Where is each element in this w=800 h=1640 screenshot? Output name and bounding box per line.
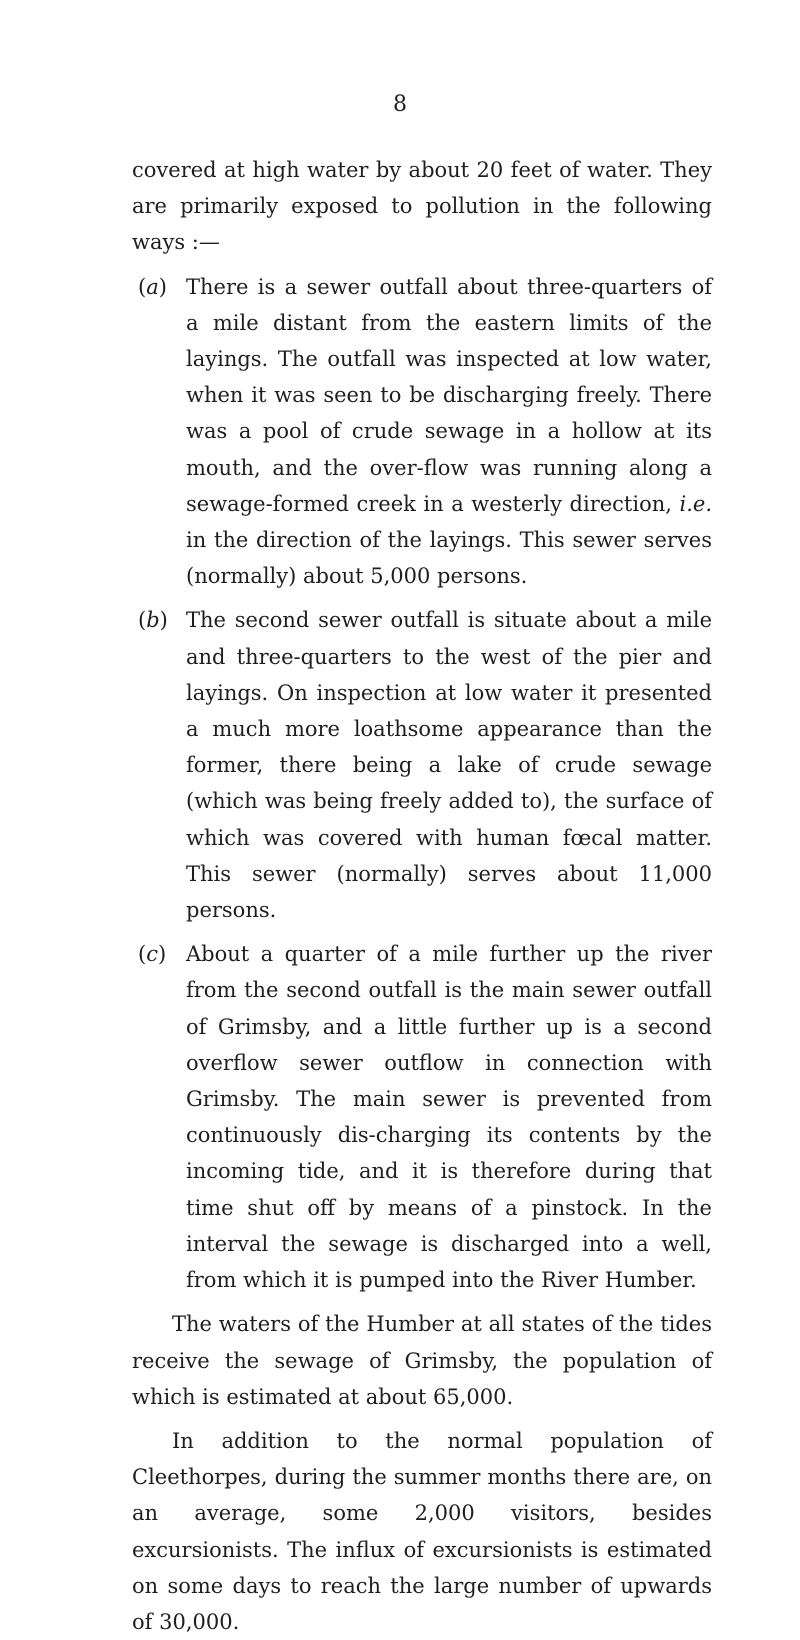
list-marker-b: (b) <box>138 608 168 633</box>
intro-paragraph: covered at high water by about 20 feet of water. They are primarily exposed to pollution in the following ways :— <box>132 158 712 255</box>
page-number: 8 <box>393 92 407 117</box>
list-item-text: About a quarter of a mile further up the river from the second outfall is the main sewer outfall of Grimsby, and a little further up is a second overflow sewer outflow in connection with Grimsby. The main sewer is prevented from continuously dis-charging its contents by the incoming tide, and it is therefore during that time shut off by means of a pinstock. In the interval the sewage is discharged into a well, from which it is pumped into the River Humber. <box>186 942 712 1293</box>
body-text <box>132 152 712 1640</box>
list-item-a <box>132 269 712 595</box>
list-marker-c: (c) <box>138 942 167 967</box>
paragraph-cleethorpes: In addition to the normal population of Cleethorpes, during the summer months there are, on an average, some 2,000 visitors, besides excursionists. The influx of excursionists is estimated on some days to reach the large number of upwards of 30,000. <box>132 1428 712 1634</box>
paragraph-humber: The waters of the Humber at all states of the tides receive the sewage of Grimsby, the population of which is estimated at about 65,000. <box>132 1312 712 1409</box>
list-item-text: There is a sewer outfall about three-quarters of a mile distant from the eastern limits of the layings. The outfall was inspected at low water, when it was seen to be discharging freely. There was a pool of crude sewage in a hollow at its mouth, and the over-flow was running along a sewage-formed creek in a westerly direction, i.e. in the direction of the layings. This sewer serves (normally) about 5,000 persons. <box>186 274 712 589</box>
list-item-text: The second sewer outfall is situate about a mile and three-quarters to the west of the pier and layings. On inspection at low water it presented a much more loathsome appearance than the former, there being a lake of crude sewage (which was being freely added to), the surface of which was covered with human fœcal matter. This sewer (normally) serves about 11,000 persons. <box>186 608 712 923</box>
list-marker-a: (a) <box>138 274 167 299</box>
list-item-c <box>132 936 712 1298</box>
list-item-b <box>132 602 712 928</box>
